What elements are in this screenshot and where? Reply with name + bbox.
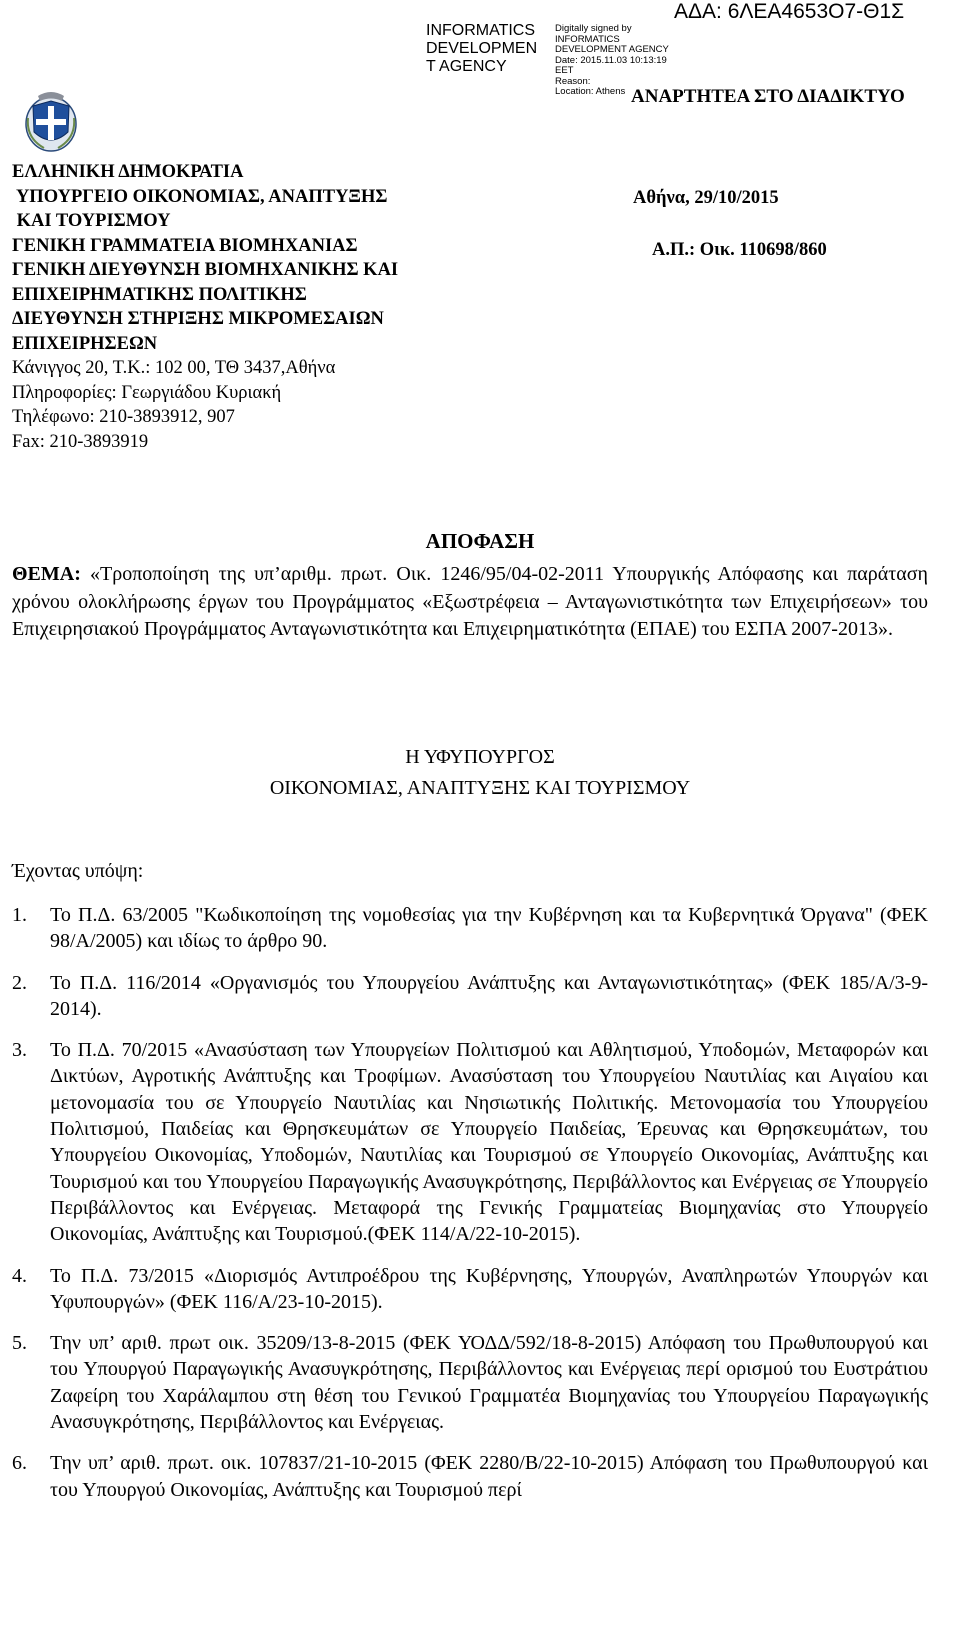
item-number: 3. <box>12 1039 27 1062</box>
contact-line: Fax: 210-3893919 <box>12 431 149 452</box>
considering-label: Έχοντας υπόψη: <box>12 860 144 882</box>
list-item <box>12 902 928 955</box>
ada-code: ΑΔΑ: 6ΛΕΑ4653Ο7-Θ1Σ <box>674 0 905 23</box>
item-text: Το Π.Δ. 70/2015 «Ανασύσταση των Υπουργείων Πολιτισμού και Αθλητισμού, Υποδομών, Μεταφορών και Δικτύων, Αγροτικής Ανάπτυξης και Τροφίμων. Ανασύσταση του Υπουργείου Ναυτιλίας και Αιγαίου και μετονομασία του σε Υπουργείο Ναυτιλίας και Νησιωτικής Πολιτικής. Μετονομασία του Υπουργείου Πολιτισμού, Παιδείας και Θρησκευμάτων σε Υπουργείο Παιδείας, Έρευνας και Θρησκευμάτων, του Υπουργείου Οικονομίας, Υποδομών, Ναυτιλίας και Τουρισμού σε Υπουργείο Οικονομίας, Ανάπτυξης και Τουρισμού και του Υπουργείου Παραγωγικής Ανασυγκρότησης, Περιβάλλοντος και Ενέργειας σε Υπουργείο Περιβάλλοντος και Ενέργειας. Μεταφορά της Γενικής Γραμματείας Βιομηχανίας στο Υπουργείο Οικονομίας, Ανάπτυξης και Τουρισμού.(ΦΕΚ 114/Α/22-10-2015). <box>50 1039 928 1246</box>
issuer-line: ΓΕΝΙΚΗ ΔΙΕΥΘΥΝΣΗ ΒΙΟΜΗΧΑΝΙΚΗΣ ΚΑΙ <box>12 260 399 280</box>
item-number: 6. <box>12 1452 27 1475</box>
document-date: Αθήνα, 29/10/2015 <box>633 188 779 208</box>
item-text: Το Π.Δ. 116/2014 «Οργανισμός του Υπουργείου Ανάπτυξης και Ανταγωνιστικότητας» (ΦΕΚ 185/Α/3-9-2014). <box>50 971 928 1020</box>
issuer-line: ΕΛΛΗΝΙΚΗ ΔΗΜΟΚΡΑΤΙΑ <box>12 162 244 182</box>
signature-detail-line: EET <box>555 65 574 76</box>
list-item <box>12 1330 928 1435</box>
issuer-line: ΓΕΝΙΚΗ ΓΡΑΜΜΑΤΕΙΑ ΒΙΟΜΗΧΑΝΙΑΣ <box>12 235 358 256</box>
signature-detail-line: Date: 2015.11.03 10:13:19 <box>555 54 667 66</box>
item-text: Το Π.Δ. 73/2015 «Διορισμός Αντιπροέδρου της Κυβέρνησης, Υπουργών, Αναπληρωτών Υπουργών και Υφυπουργών» (ΦΕΚ 116/Α/23-10-2015). <box>50 1264 928 1313</box>
greek-emblem-icon <box>24 88 78 154</box>
signature-detail-line: Digitally signed by <box>555 23 632 34</box>
minister-title: Η ΥΦΥΠΟΥΡΓΟΣ <box>405 746 555 768</box>
list-item <box>12 1263 928 1316</box>
signature-detail-line: Reason: <box>555 75 591 87</box>
contact-line: Τηλέφωνο: 210-3893912, 907 <box>12 407 235 427</box>
item-number: 1. <box>12 904 27 926</box>
signature-name-line: DEVELOPMEN <box>426 40 538 57</box>
contact-line: Κάνιγγος 20, Τ.Κ.: 102 00, ΤΘ 3437,Αθήνα <box>12 358 336 378</box>
signature-detail-line: INFORMATICS <box>555 33 620 45</box>
list-item <box>12 1450 928 1503</box>
issuer-block <box>12 160 552 454</box>
item-text: Την υπ’ αριθ. πρωτ οικ. 35209/13-8-2015 (ΦΕΚ ΥΟΔΔ/592/18-8-2015) Απόφαση του Πρωθυπουργού και του Υπουργού Παραγωγικής Ανασυγκρότησης, Περιβάλλοντος και Ενέργειας περί ορισμού του Ευστράτιου Ζαφείρη του Χαράλαμπου στη θέση του Γενικού Γραμματέα Βιομηχανίας του Υπουργείου Παραγωγικής Ανασυγκρότησης, Περιβάλλοντος και Ενέργειας. <box>50 1332 928 1434</box>
item-number: 2. <box>12 971 27 994</box>
posted-online-label: ΑΝΑΡΤΗΤΕΑ ΣΤΟ ΔΙΑΔΙΚΤΥΟ <box>631 86 905 107</box>
list-item <box>12 1037 928 1247</box>
issuer-line: ΕΠΙΧΕΙΡΗΣΕΩΝ <box>12 333 158 354</box>
protocol-number: Α.Π.: Οικ. 110698/860 <box>652 240 827 260</box>
subject-label: ΘΕΜΑ: <box>12 563 81 585</box>
signature-detail-line: DEVELOPMENT AGENCY <box>555 44 669 55</box>
digital-signature-name <box>426 22 546 76</box>
issuer-line: ΔΙΕΥΘΥΝΣΗ ΣΤΗΡΙΞΗΣ ΜΙΚΡΟΜΕΣΑΙΩΝ <box>12 309 384 329</box>
signature-name-line: INFORMATICS <box>426 22 536 39</box>
issuer-line: ΥΠΟΥΡΓΕΙΟ ΟΙΚΟΝΟΜΙΑΣ, ΑΝΑΠΤΥΞΗΣ <box>12 186 388 207</box>
issuer-line: ΚΑΙ ΤΟΥΡΙΣΜΟΥ <box>12 211 171 231</box>
contact-line: Πληροφορίες: Γεωργιάδου Κυριακή <box>12 382 282 403</box>
minister-ministry: ΟΙΚΟΝΟΜΙΑΣ, ΑΝΑΠΤΥΞΗΣ ΚΑΙ ΤΟΥΡΙΣΜΟΥ <box>269 777 691 799</box>
signature-detail-line: Location: Athens <box>555 86 626 97</box>
issuer-line: ΕΠΙΧΕΙΡΗΜΑΤΙΚΗΣ ΠΟΛΙΤΙΚΗΣ <box>12 284 307 305</box>
item-text: Την υπ’ αριθ. πρωτ. οικ. 107837/21-10-2015 (ΦΕΚ 2280/Β/22-10-2015) Απόφαση του Πρωθυπουργού και του Υπουργού Οικονομίας, Ανάπτυξης και Τουρισμού περί <box>50 1452 928 1501</box>
item-number: 4. <box>12 1264 27 1287</box>
item-text: Το Π.Δ. 63/2005 "Κωδικοποίηση της νομοθεσίας για την Κυβέρνηση και τα Κυβερνητικά Όργανα" (ΦΕΚ 98/Α/2005) και ιδίως το άρθρο 90. <box>50 904 928 953</box>
subject-text: «Τροποποίηση της υπ’αριθμ. πρωτ. Οικ. 1246/95/04-02-2011 Υπουργικής Απόφασης και παράταση χρόνου ολοκλήρωσης έργων του Προγράμματος «Εξωστρέφεια – Ανταγωνιστικότητα των Επιχειρήσεων» του Επιχειρησιακού Προγράμματος Ανταγωνιστικότητα και Επιχειρηματικότητα (ΕΠΑΕ) του ΕΣΠΑ 2007-2013». <box>12 563 928 640</box>
item-number: 5. <box>12 1332 27 1355</box>
subject-paragraph <box>12 561 928 644</box>
minister-heading <box>0 742 960 804</box>
signature-name-line: T AGENCY <box>426 58 507 75</box>
list-item <box>12 970 928 1023</box>
considerations-list <box>12 902 928 1518</box>
decision-title: ΑΠΟΦΑΣΗ <box>425 529 535 553</box>
